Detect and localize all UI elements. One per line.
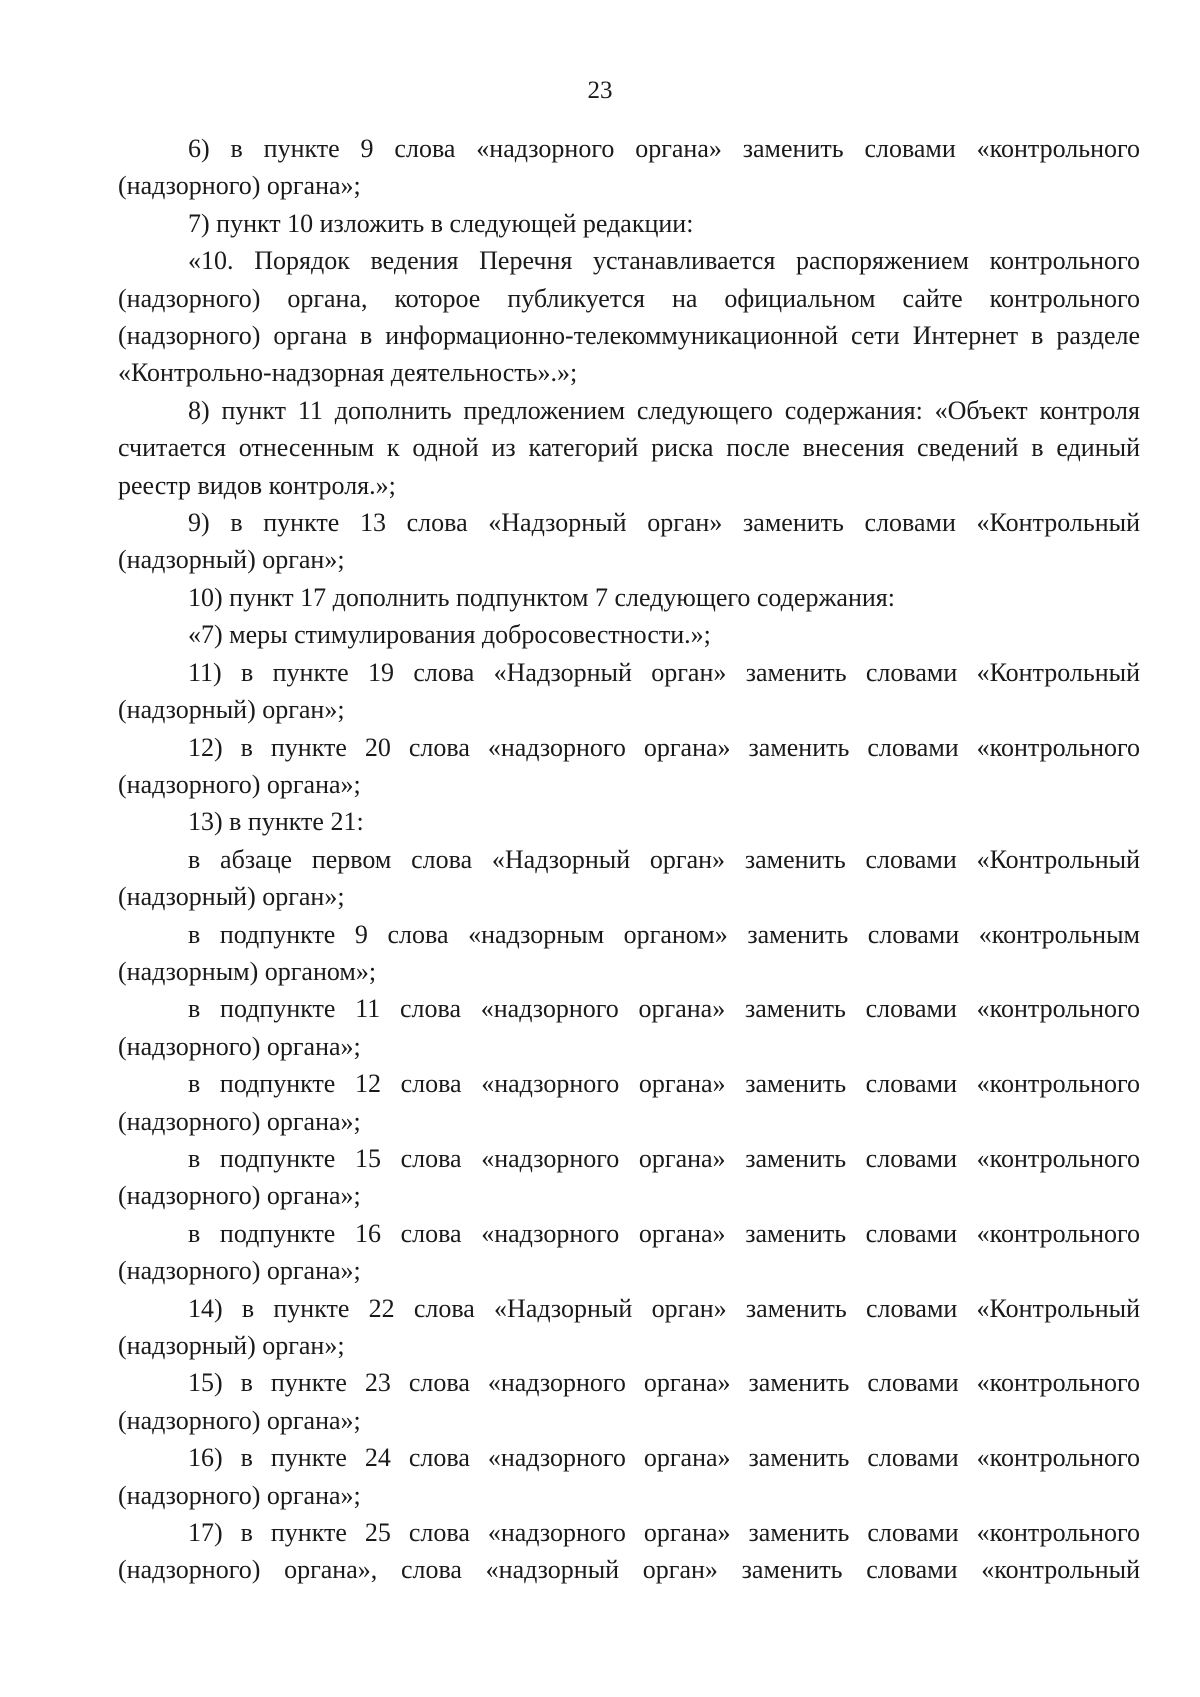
paragraph-7-quote: «10. Порядок ведения Перечня устанавливается распоряжением контрольного (надзорного) органа, которое публикуется на официальном сайте контрольного (надзорного) органа в информационно-телекоммуникационной сети Интернет в разделе «Контрольно-надзорная деятельность».»; bbox=[118, 246, 1140, 388]
paragraph-12: 12) в пункте 20 слова «надзорного органа» заменить словами «контрольного (надзорного) органа»; bbox=[118, 732, 1140, 799]
paragraph-14: 14) в пункте 22 слова «Надзорный орган» заменить словами «Контрольный (надзорный) орган»; bbox=[118, 1293, 1140, 1360]
paragraph-11: 11) в пункте 19 слова «Надзорный орган» заменить словами «Контрольный (надзорный) орган»; bbox=[118, 657, 1140, 725]
paragraph-6: 6) в пункте 9 слова «надзорного органа» заменить словами «контрольного (надзорного) органа»; bbox=[118, 134, 1140, 201]
paragraph-13-subitem-11: в подпункте 11 слова «надзорного органа» заменить словами «контрольного (надзорного) органа»; bbox=[118, 994, 1140, 1061]
paragraph-10-quote: «7) меры стимулирования добросовестности.»; bbox=[188, 620, 711, 650]
page-number: 23 bbox=[587, 77, 613, 104]
paragraph-16: 16) в пункте 24 слова «надзорного органа» заменить словами «контрольного (надзорного) органа»; bbox=[118, 1443, 1140, 1510]
paragraph-17: 17) в пункте 25 слова «надзорного органа» заменить словами «контрольного (надзорного) органа», слова «надзорный орган» заменить словами «контрольный bbox=[118, 1518, 1140, 1585]
paragraph-15: 15) в пункте 23 слова «надзорного органа» заменить словами «контрольного (надзорного) органа»; bbox=[118, 1368, 1140, 1435]
paragraph-13-subitem-15: в подпункте 15 слова «надзорного органа» заменить словами «контрольного (надзорного) органа»; bbox=[118, 1143, 1140, 1211]
paragraph-13-subitem-9: в подпункте 9 слова «надзорным органом» заменить словами «контрольным (надзорным) органом»; bbox=[118, 919, 1140, 986]
document-body bbox=[118, 130, 1140, 1589]
paragraph-13-abzac-1: в абзаце первом слова «Надзорный орган» заменить словами «Контрольный (надзорный) орган»; bbox=[118, 844, 1140, 912]
paragraph-9: 9) в пункте 13 слова «Надзорный орган» заменить словами «Контрольный (надзорный) орган»; bbox=[118, 508, 1140, 575]
paragraph-7: 7) пункт 10 изложить в следующей редакции: bbox=[188, 208, 694, 238]
paragraph-10: 10) пункт 17 дополнить подпунктом 7 следующего содержания: bbox=[188, 582, 895, 612]
paragraph-8: 8) пункт 11 дополнить предложением следующего содержания: «Объект контроля считается отнесенным к одной из категорий риска после внесения сведений в единый реестр видов контроля.»; bbox=[118, 395, 1140, 500]
paragraph-13-subitem-12: в подпункте 12 слова «надзорного органа» заменить словами «контрольного (надзорного) органа»; bbox=[118, 1069, 1140, 1136]
paragraph-13: 13) в пункте 21: bbox=[188, 807, 364, 837]
paragraph-13-subitem-16: в подпункте 16 слова «надзорного органа» заменить словами «контрольного (надзорного) органа»; bbox=[118, 1218, 1140, 1286]
